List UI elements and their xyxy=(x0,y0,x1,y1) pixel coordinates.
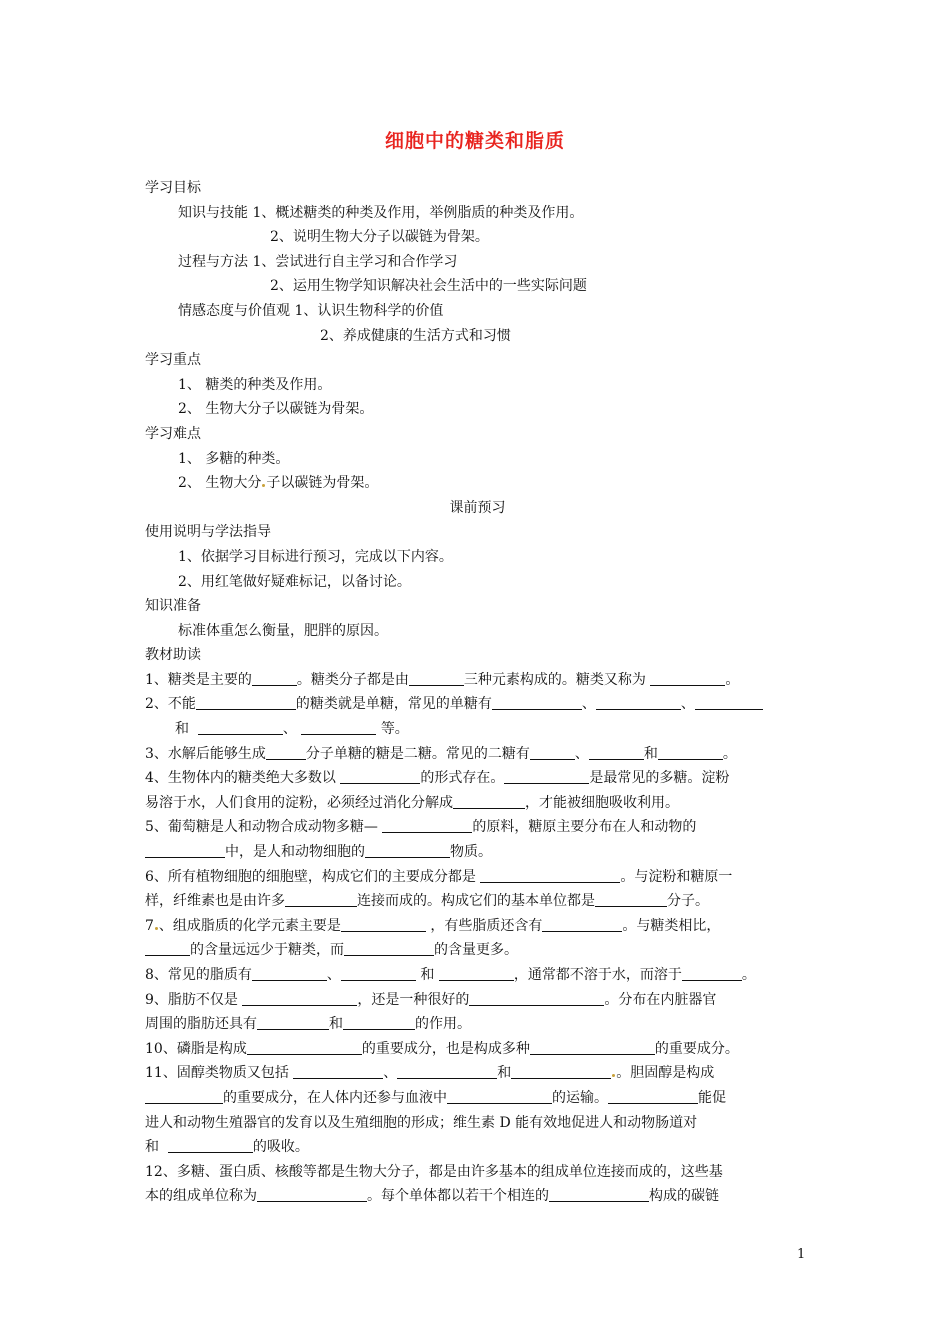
fill-blank[interactable] xyxy=(257,1187,367,1202)
reading-heading: 教材助读 xyxy=(145,647,201,664)
worksheet-body xyxy=(145,176,810,1209)
fill-blank[interactable] xyxy=(341,917,426,932)
q-text: 和 xyxy=(175,721,189,738)
q-text: 的含量远远少于糖类，而 xyxy=(190,942,344,959)
key-points-heading: 学习重点 xyxy=(145,352,201,369)
fill-blank[interactable] xyxy=(589,745,644,760)
fill-blank[interactable] xyxy=(382,818,472,833)
q-text: 和 xyxy=(145,1139,159,1156)
q-text: ，有些脂质还含有 xyxy=(430,917,543,934)
q-text: 和 xyxy=(497,1065,512,1082)
question-11-cont xyxy=(145,1086,810,1111)
knowledge-item: 1、概述糖类的种类及作用，举例脂质的种类及作用。 xyxy=(252,204,584,221)
q-text: 物质。 xyxy=(450,844,492,861)
question-8 xyxy=(145,963,810,988)
q-text: 10、磷脂是构成 xyxy=(145,1040,247,1057)
objectives-heading: 学习目标 xyxy=(145,180,201,196)
question-3 xyxy=(145,742,810,767)
q-text: 的糖类就是单糖，常见的单糖有 xyxy=(295,696,492,713)
q-text: 3、水解后能够生成 xyxy=(145,745,266,762)
question-2-cont xyxy=(145,717,810,742)
q-text: 样，纤维素也是由许多 xyxy=(145,893,285,910)
difficulty-1: 1、 多糖的种类。 xyxy=(178,450,290,467)
q-text: 的含量更多。 xyxy=(434,942,518,959)
q-text: 、 xyxy=(574,745,589,762)
question-6 xyxy=(145,865,810,890)
emotion-item-2: 2、养成健康的生活方式和习惯 xyxy=(320,327,511,344)
instruction-1: 1、依据学习目标进行预习，完成以下内容。 xyxy=(178,548,453,565)
q-text: 、 xyxy=(680,696,695,713)
fill-blank[interactable] xyxy=(266,745,306,760)
q-text: 三种元素构成的。糖类又称为 xyxy=(463,671,646,688)
fill-blank[interactable] xyxy=(340,769,420,784)
fill-blank[interactable] xyxy=(301,720,376,735)
fill-blank[interactable] xyxy=(447,1089,552,1104)
q-text: 11、固醇类物质又包括 xyxy=(145,1065,289,1082)
q-text: 的原料，糖原主要分布在人和动物的 xyxy=(472,819,697,836)
q-text: 是最常见的多糖。淀粉 xyxy=(589,770,730,787)
q-text: 1、糖类是主要的 xyxy=(145,671,252,688)
fill-blank[interactable] xyxy=(145,843,225,858)
question-11 xyxy=(145,1061,810,1086)
question-11-cont-2: 进人和动物生殖器官的发育以及生殖细胞的形成；维生素 D 能有效地促进人和动物肠道对 xyxy=(145,1114,698,1131)
fill-blank[interactable] xyxy=(480,868,620,883)
q-text: 的作用。 xyxy=(415,1016,471,1033)
q-text: 8、常见的脂质有 xyxy=(145,967,252,983)
key-point-2: 2、 生物大分子以碳链为骨架。 xyxy=(178,401,374,418)
fill-blank[interactable] xyxy=(650,671,725,686)
fill-blank[interactable] xyxy=(293,1064,383,1079)
question-7 xyxy=(145,914,810,939)
q-text: 、 xyxy=(326,967,341,983)
fill-blank[interactable] xyxy=(608,1089,698,1104)
fill-blank[interactable] xyxy=(198,720,283,735)
knowledge-skill-row xyxy=(145,201,810,226)
q-text: 的重要成分。 xyxy=(654,1040,739,1057)
emotion-item: 1、认识生物科学的价值 xyxy=(294,302,444,319)
fill-blank[interactable] xyxy=(247,1040,362,1055)
q-text: 。分布在内脏器官 xyxy=(604,991,717,1008)
instructions-heading: 使用说明与学法指导 xyxy=(145,524,271,541)
q-text: 构成的碳链 xyxy=(649,1188,719,1205)
q-text: 。 xyxy=(722,745,737,762)
q-text: 分子单糖的糖是二糖。常见的二糖有 xyxy=(305,745,530,762)
question-12: 12、多糖、蛋白质、核酸等都是生物大分子，都是由许多基本的组成单位连接而成的，这些基 xyxy=(145,1163,723,1180)
fill-blank[interactable] xyxy=(542,917,622,932)
fill-blank[interactable] xyxy=(409,671,464,686)
fill-blank[interactable] xyxy=(145,941,190,956)
question-9 xyxy=(145,988,810,1013)
q-text: 、组成脂质的化学元素主要是 xyxy=(158,917,341,934)
q-text: 6、所有植物细胞的细胞壁，构成它们的主要成分都是 xyxy=(145,868,476,885)
difficulty-2-part-a: 2、 生物大分 xyxy=(178,475,262,492)
question-7-cont xyxy=(145,938,810,963)
fill-blank[interactable] xyxy=(439,966,514,981)
fill-blank[interactable] xyxy=(595,892,667,907)
process-item: 1、尝试进行自主学习和合作学习 xyxy=(252,253,458,270)
q-text: 周围的脂肪还具有 xyxy=(145,1016,257,1033)
question-1 xyxy=(145,668,810,693)
fill-blank[interactable] xyxy=(682,966,742,981)
fill-blank[interactable] xyxy=(530,1040,655,1055)
fill-blank[interactable] xyxy=(695,695,763,710)
q-text: 。 xyxy=(725,671,740,688)
q-text: 、 xyxy=(581,696,596,713)
emotion-label: 情感态度与价值观 xyxy=(178,302,290,319)
q-text: 的运输。 xyxy=(552,1089,608,1106)
fill-blank[interactable] xyxy=(196,695,296,710)
fill-blank[interactable] xyxy=(469,991,604,1006)
fill-blank[interactable] xyxy=(343,1015,415,1030)
question-9-cont xyxy=(145,1012,810,1037)
q-text: 、 xyxy=(383,1065,398,1082)
page-title: 细胞中的糖类和脂质 xyxy=(384,130,565,152)
difficulty-2 xyxy=(145,471,810,496)
q-text: 的重要成分，在人体内还参与血液中 xyxy=(223,1089,447,1106)
q-text: 。每个单体都以若干个相连的 xyxy=(367,1188,549,1205)
knowledge-label: 知识与技能 xyxy=(178,204,248,221)
fill-blank[interactable] xyxy=(504,769,589,784)
stray-dot-icon xyxy=(612,1074,615,1077)
q-text: ，通常都不溶于水，而溶于 xyxy=(513,967,682,983)
q-text: 。 xyxy=(741,967,756,983)
q-text: 。胆固醇是构成 xyxy=(616,1065,715,1082)
fill-blank[interactable] xyxy=(242,991,357,1006)
q-text: 等。 xyxy=(380,721,409,738)
q-text: 的重要成分，也是构成多种 xyxy=(361,1040,530,1057)
fill-blank[interactable] xyxy=(344,941,434,956)
key-point-1: 1、 糖类的种类及作用。 xyxy=(178,376,332,393)
process-label: 过程与方法 xyxy=(178,253,248,270)
q-text: 、 xyxy=(282,721,297,738)
question-5 xyxy=(145,815,810,840)
page-number: 1 xyxy=(797,1247,806,1262)
q-text: 4、生物体内的糖类绝大多数以 xyxy=(145,770,336,787)
knowledge-prep-text: 标准体重怎么衡量，肥胖的原因。 xyxy=(178,622,388,639)
stray-dot-icon xyxy=(262,484,265,487)
fill-blank[interactable] xyxy=(658,745,723,760)
fill-blank[interactable] xyxy=(596,695,681,710)
q-text: 易溶于水，人们食用的淀粉，必须经过消化分解成 xyxy=(145,794,453,811)
q-text: ，还是一种很好的 xyxy=(357,991,470,1008)
fill-blank[interactable] xyxy=(492,695,582,710)
q-text: 和 xyxy=(420,967,435,983)
question-4-cont xyxy=(145,791,810,816)
emotion-row xyxy=(145,299,810,324)
stray-dot-icon xyxy=(155,927,158,930)
q-text: 能促 xyxy=(698,1089,726,1106)
question-2 xyxy=(145,692,810,717)
q-text: 。糖类分子都是由 xyxy=(296,671,409,688)
fill-blank[interactable] xyxy=(145,1089,223,1104)
q-text: 2、不能 xyxy=(145,696,196,713)
fill-blank[interactable] xyxy=(530,745,575,760)
fill-blank[interactable] xyxy=(511,1064,611,1079)
q-text: 中，是人和动物细胞的 xyxy=(225,844,365,861)
question-12-cont xyxy=(145,1184,810,1209)
fill-blank[interactable] xyxy=(397,1064,497,1079)
preview-heading: 课前预习 xyxy=(449,499,506,516)
fill-blank[interactable] xyxy=(365,843,450,858)
q-text: ，才能被细胞吸收利用。 xyxy=(525,794,679,811)
difficulties-heading: 学习难点 xyxy=(145,425,201,442)
fill-blank[interactable] xyxy=(341,966,416,981)
fill-blank[interactable] xyxy=(257,1015,329,1030)
fill-blank[interactable] xyxy=(252,671,297,686)
q-text: 本的组成单位称为 xyxy=(145,1188,257,1205)
q-text: 连接而成的。构成它们的基本单位都是 xyxy=(357,893,595,910)
fill-blank[interactable] xyxy=(549,1187,649,1202)
q-text: 的吸收。 xyxy=(252,1139,309,1156)
q-text: 。与淀粉和糖原一 xyxy=(620,868,733,885)
instruction-2: 2、用红笔做好疑难标记，以备讨论。 xyxy=(178,573,411,590)
fill-blank[interactable] xyxy=(168,1138,253,1153)
question-4 xyxy=(145,766,810,791)
question-5-cont xyxy=(145,840,810,865)
fill-blank[interactable] xyxy=(453,794,525,809)
knowledge-item-2: 2、说明生物大分子以碳链为骨架。 xyxy=(270,229,489,246)
q-text: 7 xyxy=(145,917,154,934)
difficulty-2-part-b: 子以碳链为骨架。 xyxy=(266,475,379,492)
q-text: 和 xyxy=(329,1016,343,1033)
q-text: 。与糖类相比， xyxy=(622,917,721,934)
question-6-cont xyxy=(145,889,810,914)
knowledge-prep-heading: 知识准备 xyxy=(145,598,201,615)
question-11-cont-3 xyxy=(145,1135,810,1160)
q-text: 的形式存在。 xyxy=(420,770,505,787)
q-text: 5、葡萄糖是人和动物合成动物多糖— xyxy=(145,819,378,836)
fill-blank[interactable] xyxy=(285,892,357,907)
question-10 xyxy=(145,1037,810,1062)
q-text: 和 xyxy=(643,745,658,762)
process-item-2: 2、运用生物学知识解决社会生活中的一些实际问题 xyxy=(270,278,587,295)
process-method-row xyxy=(145,250,810,275)
fill-blank[interactable] xyxy=(252,966,327,981)
q-text: 9、脂肪不仅是 xyxy=(145,991,238,1008)
q-text: 分子。 xyxy=(667,893,709,910)
